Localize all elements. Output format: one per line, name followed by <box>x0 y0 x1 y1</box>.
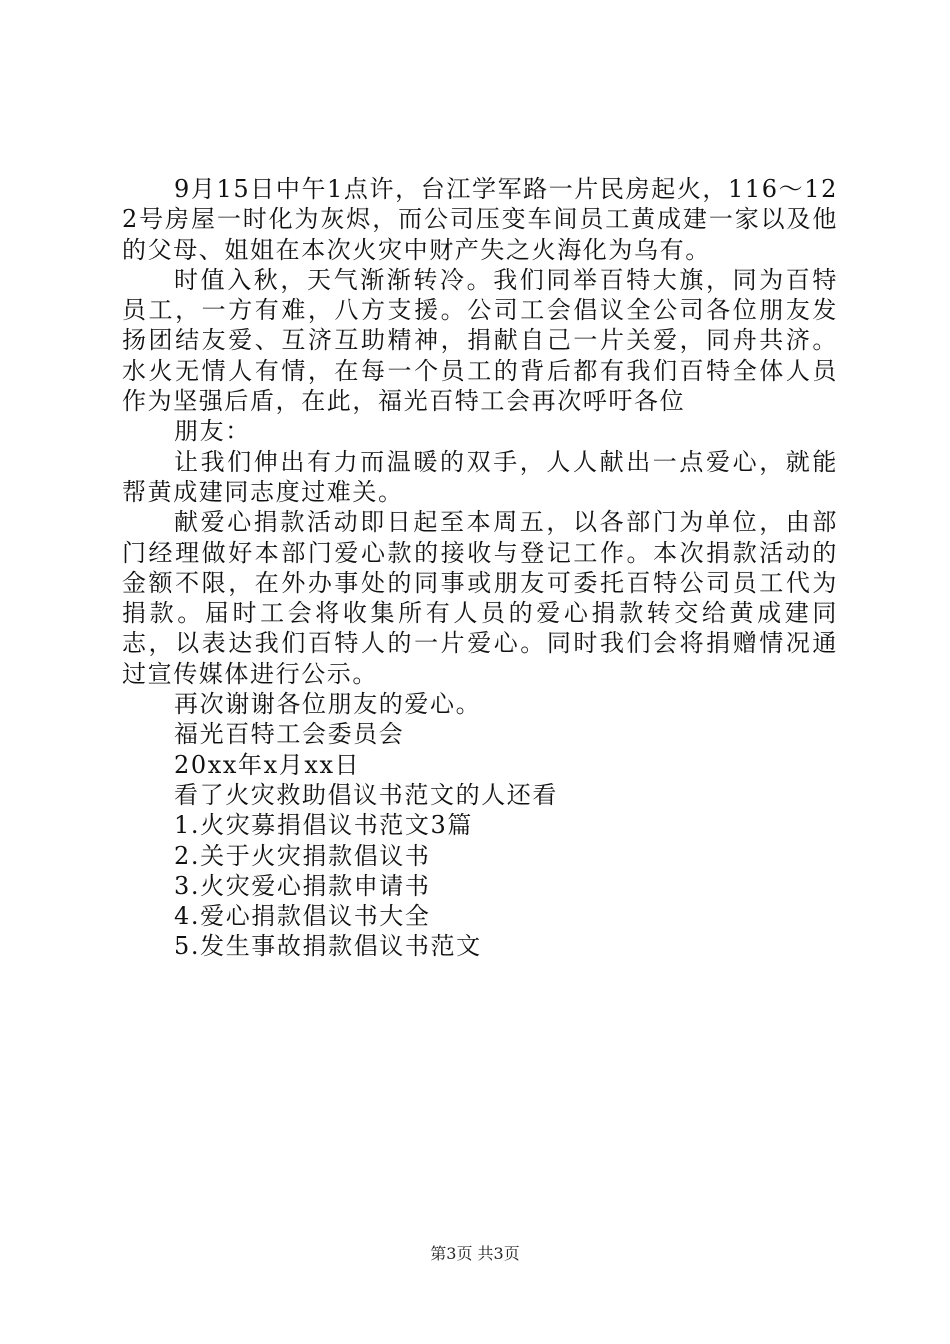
page-number: 第3页 共3页 <box>430 1244 520 1263</box>
paragraph-helping-hands: 让我们伸出有力而温暖的双手，人人献出一点爱心，就能帮黄成建同志度过难关。 <box>122 447 838 506</box>
signature: 福光百特工会委员会 <box>174 720 405 749</box>
related-link[interactable]: 5.发生事故捐款倡议书范文 <box>174 932 482 961</box>
document-body <box>122 174 838 962</box>
related-link[interactable]: 1.火灾募捐倡议书范文3篇 <box>174 811 473 840</box>
closing-thanks: 再次谢谢各位朋友的爱心。 <box>174 690 482 719</box>
paragraph-fire-report: 9月15日中午1点许，台江学军路一片民房起火，116～122号房屋一时化为灰烬，而公司压变车间员工黄成建一家以及他的父母、姐姐在本次火灾中财产失之火海化为乌有。 <box>122 175 838 264</box>
date: 20xx年x月xx日 <box>174 750 361 779</box>
related-links-list <box>122 810 838 961</box>
paragraph-appeal: 时值入秋，天气渐渐转冷。我们同举百特大旗，同为百特员工，一方有难，八方支援。公司工会倡议全公司各位朋友发扬团结友爱、互济互助精神，捐献自己一片关爱，同舟共济。水火无情人有情，在每一个员工的背后都有我们百特全体人员作为坚强后盾，在此，福光百特工会再次呼吁各位 <box>122 265 838 416</box>
paragraph-donation-details: 献爱心捐款活动即日起至本周五，以各部门为单位，由部门经理做好本部门爱心款的接收与登记工作。本次捐款活动的金额不限，在外办事处的同事或朋友可委托百特公司员工代为捐款。届时工会将收集所有人员的爱心捐款转交给黄成建同志，以表达我们百特人的一片爱心。同时我们会将捐赠情况通过宣传媒体进行公示。 <box>122 508 838 688</box>
related-link[interactable]: 2.关于火灾捐款倡议书 <box>174 841 431 870</box>
related-heading: 看了火灾救助倡议书范文的人还看 <box>174 780 558 809</box>
related-link[interactable]: 4.爱心捐款倡议书大全 <box>174 902 431 931</box>
related-link[interactable]: 3.火灾爱心捐款申请书 <box>174 871 431 900</box>
paragraph-friends: 朋友： <box>174 417 251 446</box>
